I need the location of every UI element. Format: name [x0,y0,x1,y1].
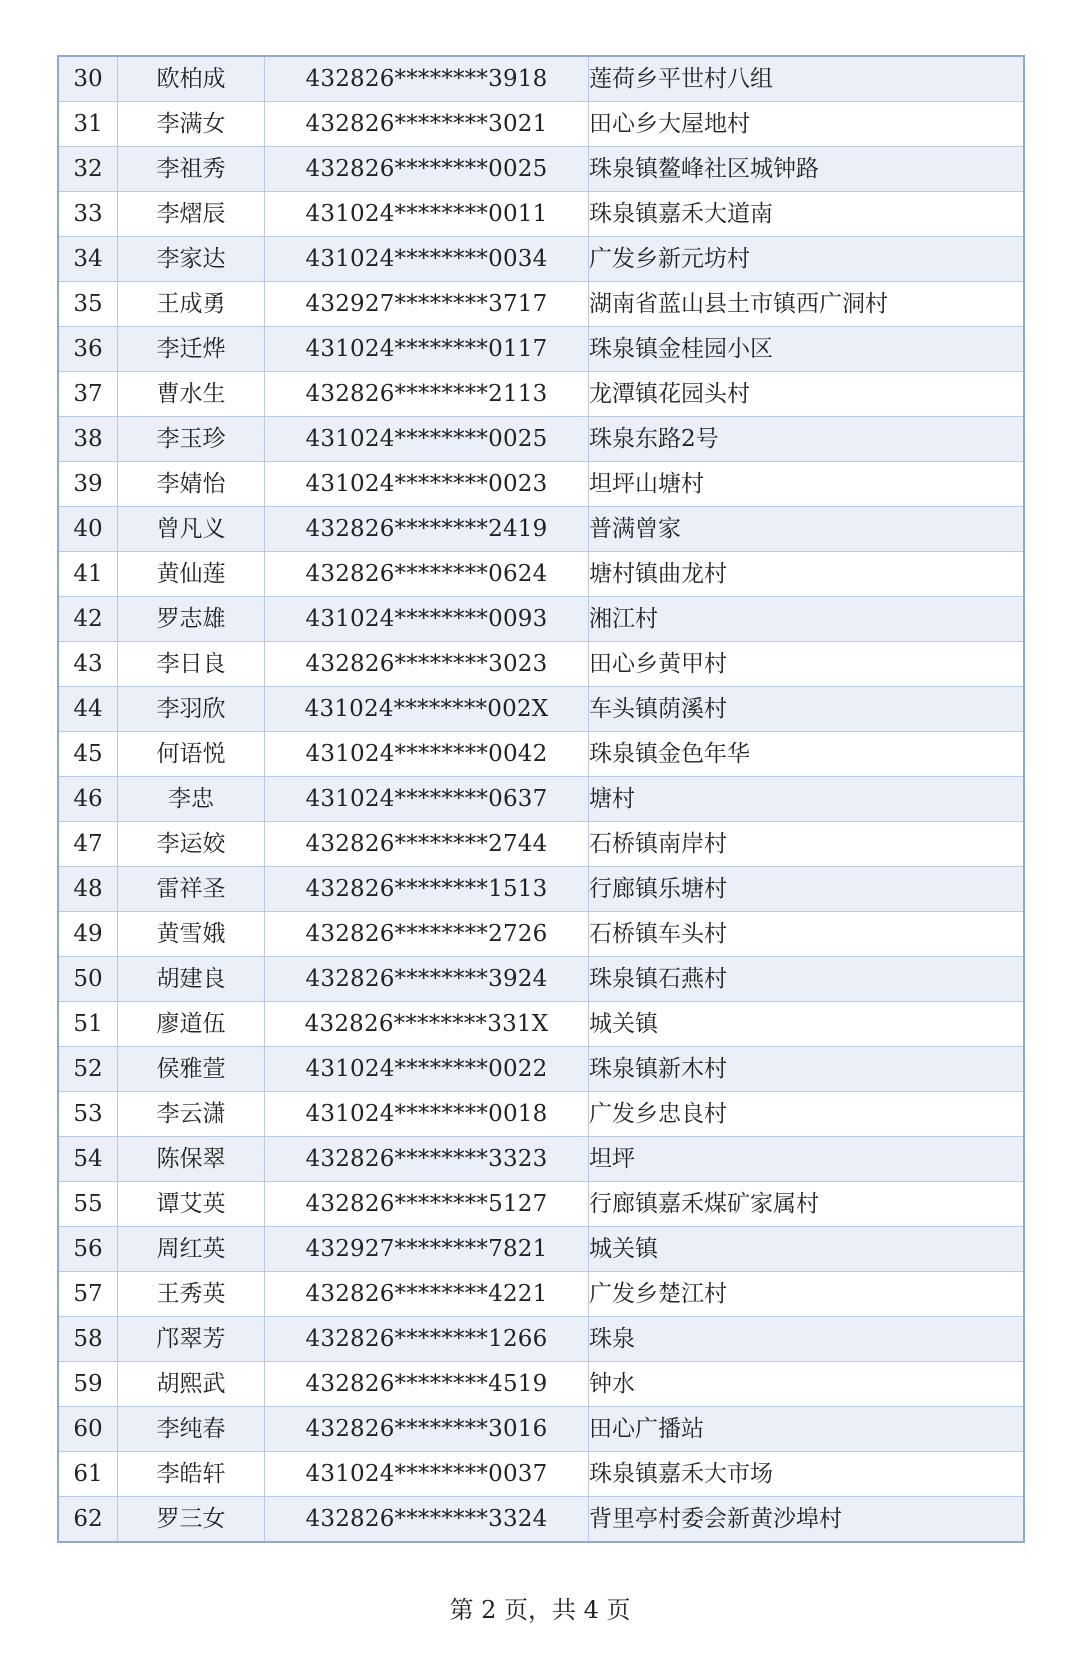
roster-table-body [58,56,1024,1542]
id-number-cell: 432826********3023 [265,642,589,687]
row-number-cell: 42 [58,597,118,642]
address-cell: 钟水 [589,1362,1025,1407]
person-name-cell: 李皓轩 [118,1452,265,1497]
address-cell: 城关镇 [589,1227,1025,1272]
address-cell: 广发乡忠良村 [589,1092,1025,1137]
person-name-cell: 雷祥圣 [118,867,265,912]
address-cell: 石桥镇车头村 [589,912,1025,957]
row-number-cell: 56 [58,1227,118,1272]
id-number-cell: 431024********0042 [265,732,589,777]
row-number-cell: 40 [58,507,118,552]
address-cell: 湘江村 [589,597,1025,642]
row-number-cell: 58 [58,1317,118,1362]
person-name-cell: 谭艾英 [118,1182,265,1227]
row-number-cell: 46 [58,777,118,822]
address-cell: 珠泉 [589,1317,1025,1362]
row-number-cell: 35 [58,282,118,327]
row-number-cell: 41 [58,552,118,597]
id-number-cell: 431024********0117 [265,327,589,372]
table-row [58,327,1024,372]
row-number-cell: 54 [58,1137,118,1182]
table-row [58,957,1024,1002]
address-cell: 田心乡黄甲村 [589,642,1025,687]
row-number-cell: 37 [58,372,118,417]
person-name-cell: 何语悦 [118,732,265,777]
id-number-cell: 431024********0637 [265,777,589,822]
row-number-cell: 32 [58,147,118,192]
id-number-cell: 431024********0025 [265,417,589,462]
person-name-cell: 李纯春 [118,1407,265,1452]
row-number-cell: 59 [58,1362,118,1407]
row-number-cell: 55 [58,1182,118,1227]
address-cell: 田心乡大屋地村 [589,102,1025,147]
address-cell: 珠泉镇鳌峰社区城钟路 [589,147,1025,192]
address-cell: 莲荷乡平世村八组 [589,56,1025,102]
row-number-cell: 38 [58,417,118,462]
id-number-cell: 432826********3323 [265,1137,589,1182]
address-cell: 坦坪 [589,1137,1025,1182]
person-name-cell: 李日良 [118,642,265,687]
row-number-cell: 39 [58,462,118,507]
person-name-cell: 胡熙武 [118,1362,265,1407]
id-number-cell: 432826********331X [265,1002,589,1047]
table-row [58,237,1024,282]
address-cell: 行廊镇嘉禾煤矿家属村 [589,1182,1025,1227]
table-row [58,417,1024,462]
roster-table [57,55,1025,1543]
row-number-cell: 48 [58,867,118,912]
table-row [58,1407,1024,1452]
table-row [58,912,1024,957]
id-number-cell: 431024********0037 [265,1452,589,1497]
table-row [58,1092,1024,1137]
id-number-cell: 431024********0018 [265,1092,589,1137]
table-row [58,1002,1024,1047]
id-number-cell: 432826********2726 [265,912,589,957]
id-number-cell: 432826********3021 [265,102,589,147]
table-row [58,1452,1024,1497]
address-cell: 珠泉东路2号 [589,417,1025,462]
person-name-cell: 李熠辰 [118,192,265,237]
id-number-cell: 432826********2419 [265,507,589,552]
row-number-cell: 62 [58,1497,118,1543]
table-row [58,1182,1024,1227]
person-name-cell: 欧柏成 [118,56,265,102]
id-number-cell: 432826********2113 [265,372,589,417]
address-cell: 珠泉镇石燕村 [589,957,1025,1002]
row-number-cell: 53 [58,1092,118,1137]
id-number-cell: 432826********1513 [265,867,589,912]
id-number-cell: 432826********4221 [265,1272,589,1317]
id-number-cell: 432826********1266 [265,1317,589,1362]
address-cell: 背里亭村委会新黄沙埠村 [589,1497,1025,1543]
id-number-cell: 432826********3924 [265,957,589,1002]
table-row [58,462,1024,507]
id-number-cell: 432826********2744 [265,822,589,867]
address-cell: 车头镇荫溪村 [589,687,1025,732]
row-number-cell: 43 [58,642,118,687]
person-name-cell: 李羽欣 [118,687,265,732]
person-name-cell: 侯雅萱 [118,1047,265,1092]
row-number-cell: 51 [58,1002,118,1047]
person-name-cell: 黄雪娥 [118,912,265,957]
table-row [58,56,1024,102]
person-name-cell: 周红英 [118,1227,265,1272]
id-number-cell: 432927********3717 [265,282,589,327]
row-number-cell: 52 [58,1047,118,1092]
person-name-cell: 罗志雄 [118,597,265,642]
person-name-cell: 李云潇 [118,1092,265,1137]
page-footer: 第 2 页，共 4 页 [449,1596,631,1624]
table-row [58,1317,1024,1362]
table-row [58,1137,1024,1182]
person-name-cell: 罗三女 [118,1497,265,1543]
address-cell: 塘村 [589,777,1025,822]
person-name-cell: 李婧怡 [118,462,265,507]
person-name-cell: 曹水生 [118,372,265,417]
address-cell: 湖南省蓝山县土市镇西广洞村 [589,282,1025,327]
table-row [58,822,1024,867]
row-number-cell: 60 [58,1407,118,1452]
address-cell: 塘村镇曲龙村 [589,552,1025,597]
row-number-cell: 57 [58,1272,118,1317]
id-number-cell: 431024********0034 [265,237,589,282]
address-cell: 珠泉镇金色年华 [589,732,1025,777]
row-number-cell: 34 [58,237,118,282]
id-number-cell: 432826********4519 [265,1362,589,1407]
id-number-cell: 431024********0093 [265,597,589,642]
table-row [58,777,1024,822]
address-cell: 珠泉镇嘉禾大道南 [589,192,1025,237]
table-row [58,642,1024,687]
table-row [58,192,1024,237]
address-cell: 珠泉镇金桂园小区 [589,327,1025,372]
id-number-cell: 432927********7821 [265,1227,589,1272]
person-name-cell: 李家达 [118,237,265,282]
address-cell: 龙潭镇花园头村 [589,372,1025,417]
address-cell: 田心广播站 [589,1407,1025,1452]
table-row [58,867,1024,912]
table-row [58,147,1024,192]
row-number-cell: 47 [58,822,118,867]
person-name-cell: 黄仙莲 [118,552,265,597]
address-cell: 珠泉镇新木村 [589,1047,1025,1092]
row-number-cell: 45 [58,732,118,777]
id-number-cell: 432826********0025 [265,147,589,192]
table-row [58,1497,1024,1543]
address-cell: 行廊镇乐塘村 [589,867,1025,912]
address-cell: 普满曾家 [589,507,1025,552]
address-cell: 珠泉镇嘉禾大市场 [589,1452,1025,1497]
id-number-cell: 431024********002X [265,687,589,732]
table-row [58,1047,1024,1092]
id-number-cell: 432826********3918 [265,56,589,102]
row-number-cell: 36 [58,327,118,372]
person-name-cell: 李运姣 [118,822,265,867]
id-number-cell: 431024********0011 [265,192,589,237]
person-name-cell: 王成勇 [118,282,265,327]
address-cell: 石桥镇南岸村 [589,822,1025,867]
id-number-cell: 432826********3016 [265,1407,589,1452]
table-row [58,1227,1024,1272]
person-name-cell: 李玉珍 [118,417,265,462]
table-row [58,1272,1024,1317]
person-name-cell: 王秀英 [118,1272,265,1317]
row-number-cell: 49 [58,912,118,957]
table-row [58,372,1024,417]
row-number-cell: 61 [58,1452,118,1497]
id-number-cell: 432826********5127 [265,1182,589,1227]
id-number-cell: 431024********0023 [265,462,589,507]
row-number-cell: 31 [58,102,118,147]
person-name-cell: 李忠 [118,777,265,822]
address-cell: 城关镇 [589,1002,1025,1047]
address-cell: 广发乡新元坊村 [589,237,1025,282]
person-name-cell: 曾凡义 [118,507,265,552]
table-row [58,687,1024,732]
row-number-cell: 50 [58,957,118,1002]
table-row [58,1362,1024,1407]
table-row [58,732,1024,777]
id-number-cell: 432826********3324 [265,1497,589,1543]
person-name-cell: 李迁烨 [118,327,265,372]
person-name-cell: 李祖秀 [118,147,265,192]
id-number-cell: 431024********0022 [265,1047,589,1092]
person-name-cell: 陈保翠 [118,1137,265,1182]
row-number-cell: 44 [58,687,118,732]
table-row [58,282,1024,327]
table-row [58,102,1024,147]
address-cell: 坦坪山塘村 [589,462,1025,507]
table-row [58,597,1024,642]
row-number-cell: 33 [58,192,118,237]
person-name-cell: 李满女 [118,102,265,147]
table-row [58,552,1024,597]
person-name-cell: 邝翠芳 [118,1317,265,1362]
address-cell: 广发乡楚江村 [589,1272,1025,1317]
person-name-cell: 廖道伍 [118,1002,265,1047]
row-number-cell: 30 [58,56,118,102]
id-number-cell: 432826********0624 [265,552,589,597]
person-name-cell: 胡建良 [118,957,265,1002]
table-row [58,507,1024,552]
